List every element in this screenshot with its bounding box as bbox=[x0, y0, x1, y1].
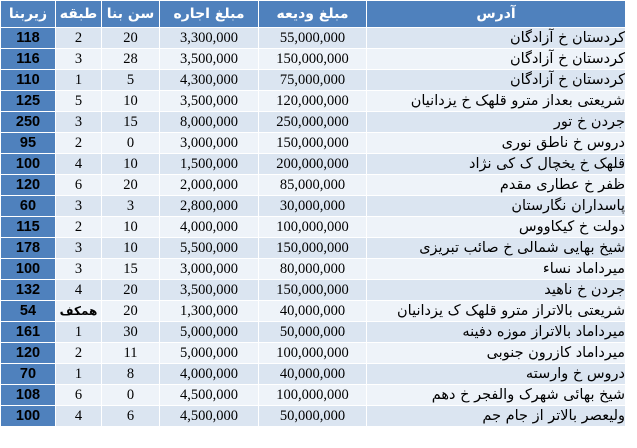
address-cell: میرداماد نساء bbox=[367, 259, 626, 280]
rent-cell: 4,300,000 bbox=[160, 70, 259, 91]
table-row bbox=[1, 385, 626, 406]
deposit-cell: 150,000,000 bbox=[259, 280, 367, 301]
address-cell: شریعتی بعداز مترو قلهک خ یزدانیان bbox=[367, 91, 626, 112]
rent-cell: 4,000,000 bbox=[160, 217, 259, 238]
area-cell: 54 bbox=[1, 301, 56, 322]
header-rent: مبلغ اجاره bbox=[160, 1, 259, 28]
address-cell: دولت خ کیکاووس bbox=[367, 217, 626, 238]
age-cell: 6 bbox=[102, 406, 160, 427]
rent-cell: 3,500,000 bbox=[160, 280, 259, 301]
deposit-cell: 200,000,000 bbox=[259, 154, 367, 175]
area-cell: 108 bbox=[1, 385, 56, 406]
address-cell: کردستان خ آزادگان bbox=[367, 49, 626, 70]
area-cell: 116 bbox=[1, 49, 56, 70]
rent-cell: 1,500,000 bbox=[160, 154, 259, 175]
floor-cell: 3 bbox=[56, 196, 102, 217]
table-row bbox=[1, 133, 626, 154]
age-cell: 10 bbox=[102, 91, 160, 112]
floor-cell: 4 bbox=[56, 406, 102, 427]
address-cell: دروس خ وارسته bbox=[367, 364, 626, 385]
address-cell: کردستان خ آزادگان bbox=[367, 70, 626, 91]
rent-cell: 5,500,000 bbox=[160, 238, 259, 259]
floor-cell: 3 bbox=[56, 49, 102, 70]
deposit-cell: 85,000,000 bbox=[259, 175, 367, 196]
deposit-cell: 30,000,000 bbox=[259, 196, 367, 217]
deposit-cell: 100,000,000 bbox=[259, 385, 367, 406]
floor-cell: 4 bbox=[56, 280, 102, 301]
rent-cell: 3,300,000 bbox=[160, 28, 259, 49]
age-cell: 8 bbox=[102, 364, 160, 385]
table-row bbox=[1, 112, 626, 133]
header-area: زیربنا bbox=[1, 1, 56, 28]
header-floor: طبقه bbox=[56, 1, 102, 28]
deposit-cell: 50,000,000 bbox=[259, 406, 367, 427]
deposit-cell: 50,000,000 bbox=[259, 322, 367, 343]
age-cell: 20 bbox=[102, 175, 160, 196]
table-row bbox=[1, 364, 626, 385]
deposit-cell: 40,000,000 bbox=[259, 364, 367, 385]
address-cell: جردن خ ناهید bbox=[367, 280, 626, 301]
address-cell: قلهک خ یخچال ک کی نژاد bbox=[367, 154, 626, 175]
address-cell: پاسداران نگارستان bbox=[367, 196, 626, 217]
deposit-cell: 100,000,000 bbox=[259, 217, 367, 238]
floor-cell: 2 bbox=[56, 343, 102, 364]
rent-cell: 4,000,000 bbox=[160, 364, 259, 385]
floor-cell: 1 bbox=[56, 70, 102, 91]
table-row bbox=[1, 49, 626, 70]
age-cell: 20 bbox=[102, 280, 160, 301]
area-cell: 120 bbox=[1, 343, 56, 364]
rent-cell: 1,300,000 bbox=[160, 301, 259, 322]
table-row bbox=[1, 322, 626, 343]
floor-cell: همکف bbox=[56, 301, 102, 322]
header-address: آدرس bbox=[367, 1, 626, 28]
area-cell: 70 bbox=[1, 364, 56, 385]
area-cell: 60 bbox=[1, 196, 56, 217]
floor-cell: 3 bbox=[56, 112, 102, 133]
area-cell: 125 bbox=[1, 91, 56, 112]
floor-cell: 1 bbox=[56, 364, 102, 385]
rent-cell: 3,500,000 bbox=[160, 49, 259, 70]
floor-cell: 6 bbox=[56, 385, 102, 406]
floor-cell: 3 bbox=[56, 238, 102, 259]
header-deposit: مبلغ ودیعه bbox=[259, 1, 367, 28]
age-cell: 28 bbox=[102, 49, 160, 70]
header-row bbox=[1, 1, 626, 28]
deposit-cell: 55,000,000 bbox=[259, 28, 367, 49]
area-cell: 120 bbox=[1, 175, 56, 196]
deposit-cell: 250,000,000 bbox=[259, 112, 367, 133]
area-cell: 95 bbox=[1, 133, 56, 154]
table-row bbox=[1, 343, 626, 364]
area-cell: 118 bbox=[1, 28, 56, 49]
deposit-cell: 120,000,000 bbox=[259, 91, 367, 112]
area-cell: 178 bbox=[1, 238, 56, 259]
age-cell: 10 bbox=[102, 217, 160, 238]
deposit-cell: 80,000,000 bbox=[259, 259, 367, 280]
floor-cell: 2 bbox=[56, 133, 102, 154]
address-cell: شیخ بهایی شمالی خ صائب تبریزی bbox=[367, 238, 626, 259]
age-cell: 20 bbox=[102, 28, 160, 49]
deposit-cell: 40,000,000 bbox=[259, 301, 367, 322]
address-cell: میرداماد بالاتراز موزه دفینه bbox=[367, 322, 626, 343]
table-row bbox=[1, 154, 626, 175]
rent-cell: 3,000,000 bbox=[160, 259, 259, 280]
area-cell: 100 bbox=[1, 406, 56, 427]
address-cell: دروس خ ناطق نوری bbox=[367, 133, 626, 154]
rent-cell: 5,000,000 bbox=[160, 343, 259, 364]
age-cell: 0 bbox=[102, 133, 160, 154]
age-cell: 5 bbox=[102, 70, 160, 91]
area-cell: 110 bbox=[1, 70, 56, 91]
address-cell: میرداماد کازرون جنوبی bbox=[367, 343, 626, 364]
floor-cell: 5 bbox=[56, 91, 102, 112]
address-cell: جردن خ تور bbox=[367, 112, 626, 133]
rent-cell: 3,500,000 bbox=[160, 91, 259, 112]
deposit-cell: 150,000,000 bbox=[259, 238, 367, 259]
table-row bbox=[1, 175, 626, 196]
floor-cell: 4 bbox=[56, 154, 102, 175]
age-cell: 3 bbox=[102, 196, 160, 217]
table-row bbox=[1, 70, 626, 91]
area-cell: 132 bbox=[1, 280, 56, 301]
age-cell: 15 bbox=[102, 259, 160, 280]
age-cell: 11 bbox=[102, 343, 160, 364]
rent-cell: 8,000,000 bbox=[160, 112, 259, 133]
floor-cell: 3 bbox=[56, 259, 102, 280]
area-cell: 100 bbox=[1, 259, 56, 280]
address-cell: ظفر خ عطاری مقدم bbox=[367, 175, 626, 196]
age-cell: 20 bbox=[102, 301, 160, 322]
age-cell: 15 bbox=[102, 112, 160, 133]
area-cell: 115 bbox=[1, 217, 56, 238]
rent-cell: 5,000,000 bbox=[160, 322, 259, 343]
age-cell: 10 bbox=[102, 154, 160, 175]
floor-cell: 6 bbox=[56, 175, 102, 196]
table-row bbox=[1, 259, 626, 280]
rent-cell: 4,500,000 bbox=[160, 406, 259, 427]
age-cell: 30 bbox=[102, 322, 160, 343]
deposit-cell: 100,000,000 bbox=[259, 343, 367, 364]
deposit-cell: 75,000,000 bbox=[259, 70, 367, 91]
table-row bbox=[1, 217, 626, 238]
floor-cell: 2 bbox=[56, 28, 102, 49]
table-row bbox=[1, 196, 626, 217]
table-body bbox=[1, 28, 626, 427]
area-cell: 100 bbox=[1, 154, 56, 175]
rent-cell: 3,000,000 bbox=[160, 133, 259, 154]
deposit-cell: 150,000,000 bbox=[259, 49, 367, 70]
header-age: سن بنا bbox=[102, 1, 160, 28]
floor-cell: 2 bbox=[56, 217, 102, 238]
rent-cell: 2,000,000 bbox=[160, 175, 259, 196]
address-cell: ولیعصر بالاتر از جام جم bbox=[367, 406, 626, 427]
table-row bbox=[1, 280, 626, 301]
address-cell: شریعتی بالاتراز مترو قلهک ک یزدانیان bbox=[367, 301, 626, 322]
floor-cell: 1 bbox=[56, 322, 102, 343]
rent-cell: 2,800,000 bbox=[160, 196, 259, 217]
address-cell: کردستان خ آزادگان bbox=[367, 28, 626, 49]
area-cell: 161 bbox=[1, 322, 56, 343]
rent-cell: 4,500,000 bbox=[160, 385, 259, 406]
table-row bbox=[1, 301, 626, 322]
table-row bbox=[1, 238, 626, 259]
address-cell: شیخ بهائی شهرک والفجر خ دهم bbox=[367, 385, 626, 406]
table-row bbox=[1, 406, 626, 427]
area-cell: 250 bbox=[1, 112, 56, 133]
deposit-cell: 150,000,000 bbox=[259, 133, 367, 154]
table-row bbox=[1, 28, 626, 49]
age-cell: 10 bbox=[102, 238, 160, 259]
age-cell: 0 bbox=[102, 385, 160, 406]
table-row bbox=[1, 91, 626, 112]
